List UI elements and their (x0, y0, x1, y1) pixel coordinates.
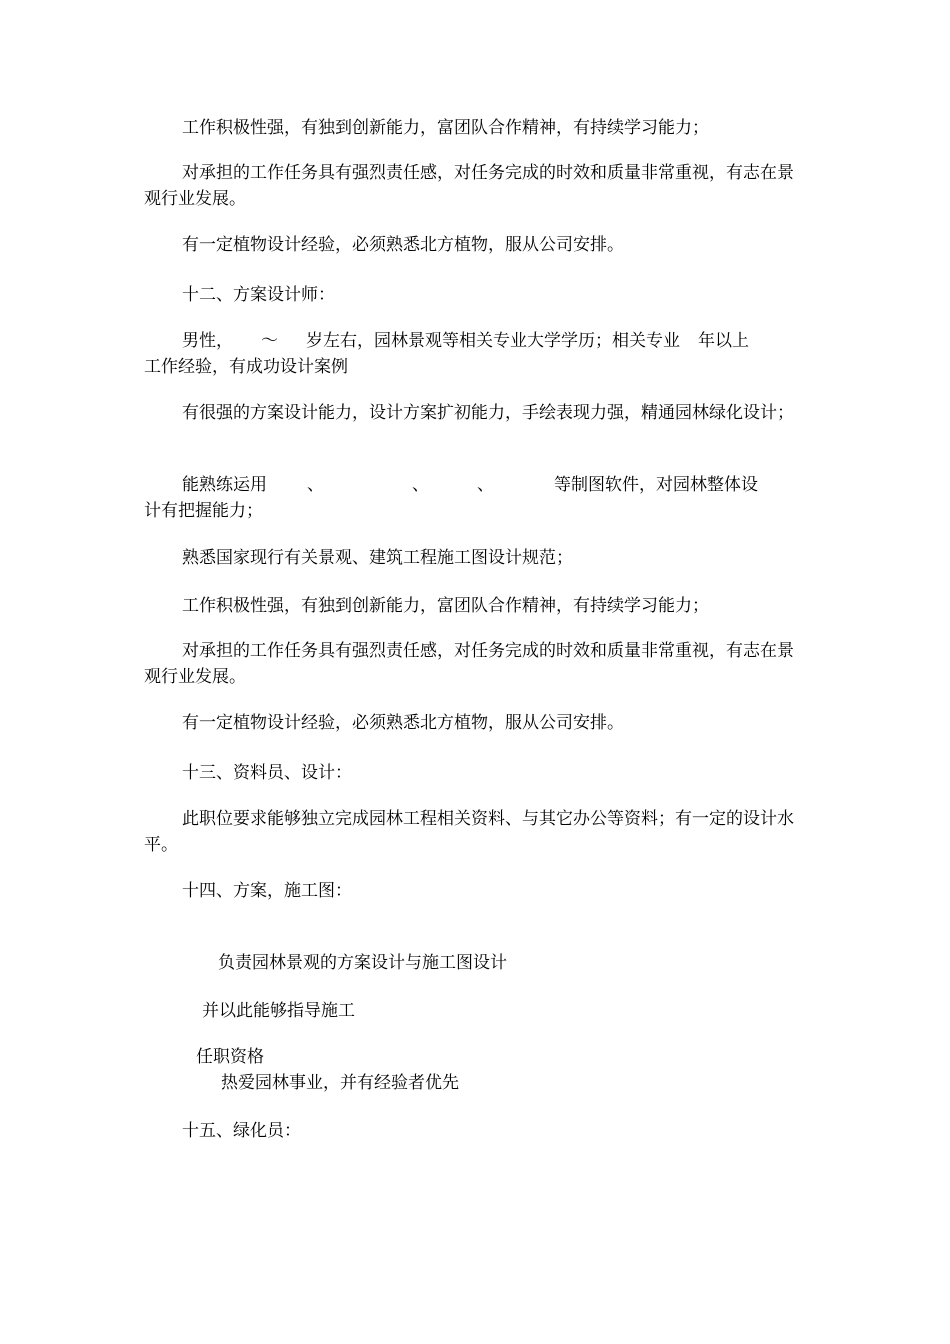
paragraph: 有一定植物设计经验，必须熟悉北方植物，服从公司安排。 (182, 713, 624, 733)
text-fragment: 能熟练运用 (182, 475, 267, 495)
paragraph: 热爱园林事业，并有经验者优先 (221, 1073, 459, 1093)
text-fragment: 等制图软件，对园林整体设 (554, 475, 758, 495)
paragraph: 工作积极性强，有独到创新能力，富团队合作精神，有持续学习能力； (182, 118, 709, 138)
text-fragment: 、 (477, 475, 494, 495)
paragraph: 对承担的工作任务具有强烈责任感，对任务完成的时效和质量非常重视，有志在景观行业发展。 (144, 641, 794, 687)
section-heading: 十三、资料员、设计： (182, 763, 352, 783)
paragraph: 负责园林景观的方案设计与施工图设计 (218, 953, 507, 973)
paragraph: 工作积极性强，有独到创新能力，富团队合作精神，有持续学习能力； (182, 596, 709, 616)
text-fragment: 、 (307, 475, 324, 495)
section-heading: 十四、方案，施工图： (182, 881, 352, 901)
section-heading: 十五、绿化员： (182, 1121, 301, 1141)
paragraph: 熟悉国家现行有关景观、建筑工程施工图设计规范； (182, 548, 573, 568)
section-heading: 十二、方案设计师： (182, 285, 335, 305)
text-fragment: 年以上 (698, 331, 749, 351)
paragraph: 有很强的方案设计能力，设计方案扩初能力，手绘表现力强，精通园林绿化设计； (182, 403, 794, 423)
paragraph: 有一定植物设计经验，必须熟悉北方植物，服从公司安排。 (182, 235, 624, 255)
text-fragment: 、 (412, 475, 429, 495)
paragraph: 对承担的工作任务具有强烈责任感，对任务完成的时效和质量非常重视，有志在景观行业发展。 (144, 163, 794, 209)
text-fragment: ～ (261, 331, 278, 351)
text-fragment: 岁左右，园林景观等相关专业大学学历；相关专业 (306, 331, 680, 351)
paragraph-requirements (144, 328, 810, 380)
paragraph-software (144, 472, 810, 524)
text-fragment: 工作经验，有成功设计案例 (144, 357, 348, 377)
text-fragment: 计有把握能力； (144, 501, 263, 521)
text-fragment: 男性， (182, 331, 233, 351)
paragraph: 此职位要求能够独立完成园林工程相关资料、与其它办公等资料；有一定的设计水平。 (144, 809, 794, 855)
subheading: 任职资格 (196, 1047, 264, 1067)
paragraph: 并以此能够指导施工 (202, 1001, 355, 1021)
